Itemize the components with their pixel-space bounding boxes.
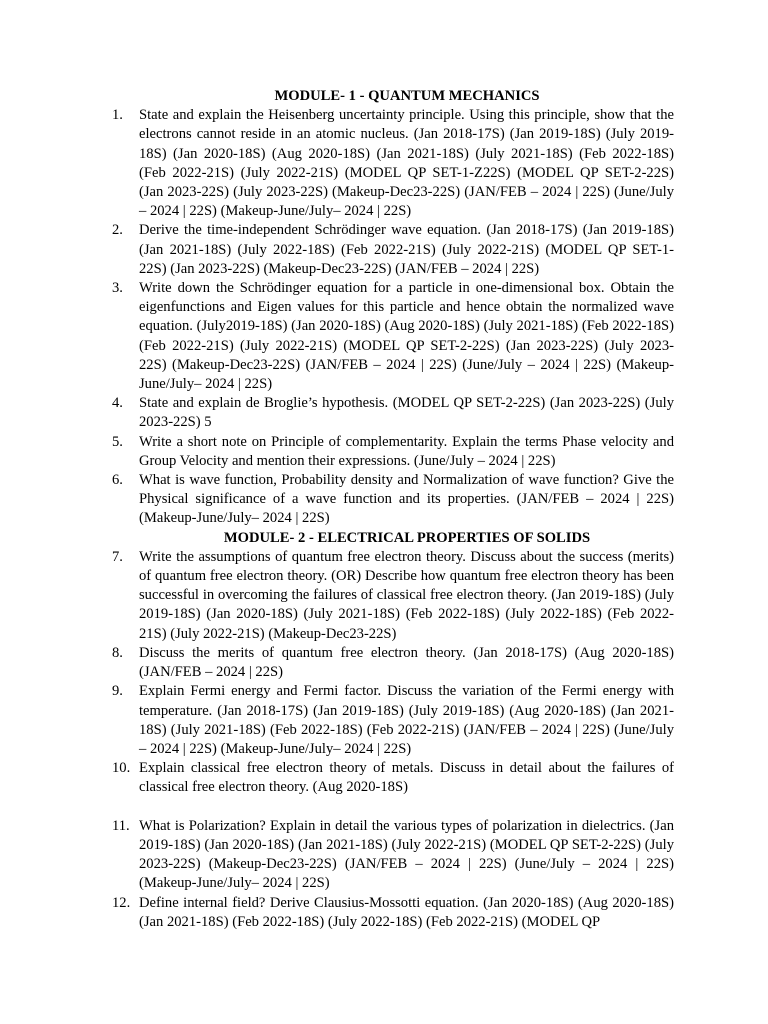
question-number: 1. bbox=[112, 107, 123, 124]
question-item bbox=[112, 644, 674, 682]
question-item bbox=[112, 221, 674, 279]
question-number: 7. bbox=[112, 548, 123, 565]
question-number: 9. bbox=[112, 683, 123, 700]
question-text: State and explain de Broglie’s hypothesis. (MODEL QP SET-2-22S) (Jan 2023-22S) (July 2023-22S) 5 bbox=[139, 395, 674, 431]
question-item bbox=[112, 394, 674, 432]
question-number: 11. bbox=[112, 817, 130, 834]
question-number: 4. bbox=[112, 395, 123, 412]
question-text: What is Polarization? Explain in detail the various types of polarization in dielectrics. (Jan 2019-18S) (Jan 2020-18S) (Jan 2021-18S) (July 2022-21S) (MODEL QP SET-2-22S) (July 2023-22S) (Makeup-Dec23-22S) (JAN/FEB – 2024 | 22S) (June/July – 2024 | 22S) (Makeup-June/July– 2024 | 22S) bbox=[139, 817, 674, 892]
question-text: State and explain the Heisenberg uncertainty principle. Using this principle, show that the electrons cannot reside in an atomic nucleus. (Jan 2018-17S) (Jan 2019-18S) (July 2019-18S) (Jan 2020-18S) (Aug 2020-18S) (Jan 2021-18S) (July 2021-18S) (Feb 2022-18S) (Feb 2022-21S) (July 2022-21S) (MODEL QP SET-1-Z22S) (MODEL QP SET-2-22S) (Jan 2023-22S) (July 2023-22S) (Makeup-Dec23-22S) (JAN/FEB – 2024 | 22S) (June/July – 2024 | 22S) (Makeup-June/July– 2024 | 22S) bbox=[139, 107, 674, 220]
question-item bbox=[112, 433, 674, 471]
module-2-heading: MODULE- 2 - ELECTRICAL PROPERTIES OF SOLIDS bbox=[223, 529, 591, 546]
question-text: Derive the time-independent Schrödinger wave equation. (Jan 2018-17S) (Jan 2019-18S) (Jan 2021-18S) (July 2022-18S) (Feb 2022-21S) (July 2022-21S) (MODEL QP SET-1-22S) (Jan 2023-22S) (Makeup-Dec23-22S) (JAN/FEB – 2024 | 22S) bbox=[139, 222, 674, 277]
question-item bbox=[112, 894, 674, 932]
question-number: 6. bbox=[112, 472, 123, 489]
question-text: Write the assumptions of quantum free electron theory. Discuss about the success (merits) of quantum free electron theory. (OR) Describe how quantum free electron theory has been successful in overcoming the failures of classical free electron theory. (Jan 2019-18S) (July 2019-18S) (Jan 2020-18S) (July 2021-18S) (Feb 2022-18S) (July 2022-18S) (Feb 2022-21S) (July 2022-21S) (Makeup-Dec23-22S) bbox=[139, 548, 674, 642]
question-number: 3. bbox=[112, 280, 123, 297]
question-number: 8. bbox=[112, 644, 123, 661]
question-item bbox=[112, 759, 674, 797]
question-text: Explain Fermi energy and Fermi factor. Discuss the variation of the Fermi energy with temperature. (Jan 2018-17S) (Jan 2019-18S) (July 2019-18S) (Aug 2020-18S) (Jan 2021-18S) (July 2021-18S) (Feb 2022-18S) (Feb 2022-21S) (JAN/FEB – 2024 | 22S) (June/July – 2024 | 22S) (Makeup-June/July– 2024 | 22S) bbox=[139, 683, 674, 757]
question-item bbox=[112, 682, 674, 759]
question-text: Explain classical free electron theory of metals. Discuss in detail about the failures of classical free electron theory. (Aug 2020-18S) bbox=[139, 760, 674, 796]
question-bank bbox=[112, 87, 674, 932]
question-item bbox=[112, 548, 674, 644]
question-text: Write down the Schrödinger equation for a particle in one-dimensional box. Obtain the eigenfunctions and Eigen values for this particle and hence obtain the normalized wave equation. (July2019-18S) (Jan 2020-18S) (Aug 2020-18S) (July 2021-18S) (Feb 2022-18S) (Feb 2022-21S) (July 2022-21S) (MODEL QP SET-2-22S) (Jan 2023-22S) (July 2023-22S) (Makeup-Dec23-22S) (JAN/FEB – 2024 | 22S) (June/July – 2024 | 22S) (Makeup-June/July– 2024 | 22S) bbox=[139, 280, 674, 393]
question-item bbox=[112, 279, 674, 394]
question-number: 5. bbox=[112, 433, 123, 450]
question-number: 10. bbox=[112, 760, 131, 777]
question-text: Discuss the merits of quantum free electron theory. (Jan 2018-17S) (Aug 2020-18S) (JAN/FEB – 2024 | 22S) bbox=[139, 644, 674, 681]
question-number: 12. bbox=[112, 894, 131, 911]
question-item bbox=[112, 106, 674, 221]
question-text: What is wave function, Probability density and Normalization of wave function? Give the Physical significance of a wave function and its properties. (JAN/FEB – 2024 | 22S) (Makeup-June/July– 2024 | 22S) bbox=[139, 472, 674, 527]
question-text: Write a short note on Principle of complementarity. Explain the terms Phase velocity and Group Velocity and mention their expressions. (June/July – 2024 | 22S) bbox=[139, 433, 674, 469]
question-item bbox=[112, 817, 674, 894]
module-1-heading: MODULE- 1 - QUANTUM MECHANICS bbox=[274, 88, 540, 104]
question-item bbox=[112, 471, 674, 529]
blank-line bbox=[112, 798, 674, 817]
question-number: 2. bbox=[112, 222, 123, 239]
question-text: Define internal field? Derive Clausius-Mossotti equation. (Jan 2020-18S) (Aug 2020-18S) (Jan 2021-18S) (Feb 2022-18S) (July 2022-18S) (Feb 2022-21S) (MODEL QP bbox=[139, 894, 674, 930]
